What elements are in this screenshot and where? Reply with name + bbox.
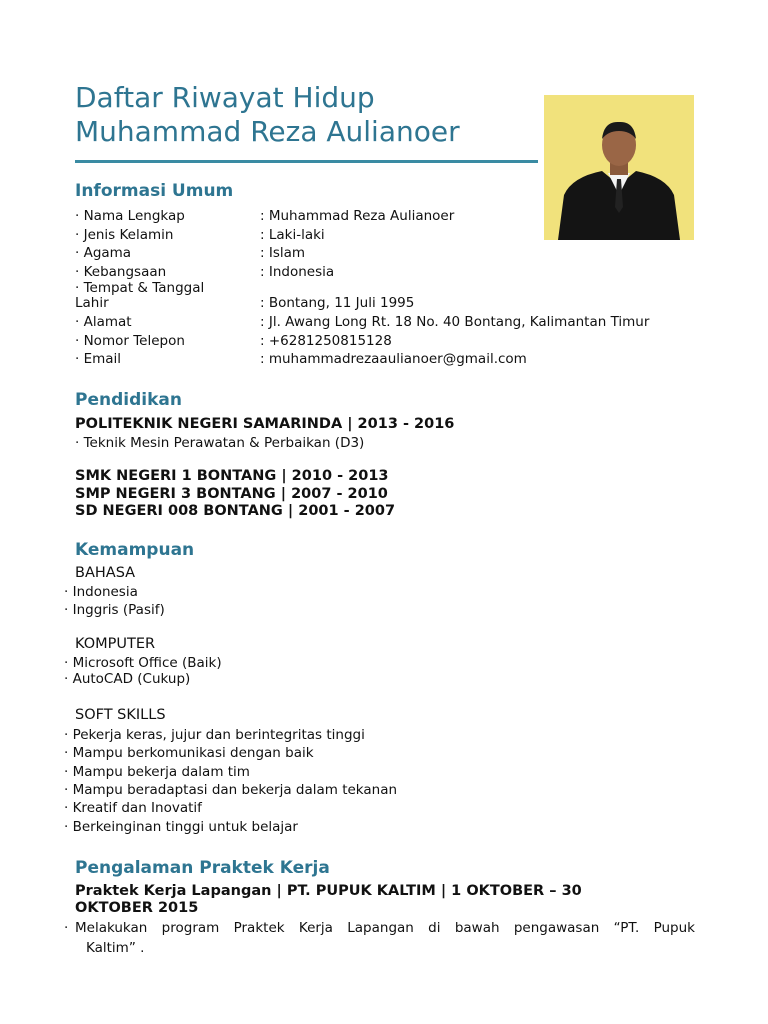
education-detail: · Teknik Mesin Perawatan & Perbaikan (D3) (75, 435, 365, 451)
info-value: : Indonesia (260, 264, 335, 280)
info-value: : Islam (260, 245, 306, 261)
experience-description: Melakukan program Praktek Kerja Lapangan di bawah pengawasan “PT. Pupuk (75, 920, 695, 936)
info-value: : +6281250815128 (260, 333, 392, 349)
education-entry: SMK NEGERI 1 BONTANG | 2010 - 2013 (75, 468, 389, 484)
cv-title: Daftar Riwayat Hidup (75, 81, 375, 114)
list-item: · Inggris (Pasif) (64, 602, 165, 618)
info-label: · Nomor Telepon (75, 333, 185, 349)
info-label: · Email (75, 351, 122, 367)
info-value: : muhammadrezaaulianoer@gmail.com (260, 351, 527, 367)
info-label: · Alamat (75, 314, 132, 330)
info-value: : Jl. Awang Long Rt. 18 No. 40 Bontang, Kalimantan Timur (260, 314, 650, 330)
education-entry: SD NEGERI 008 BONTANG | 2001 - 2007 (75, 503, 396, 519)
list-item: · Mampu beradaptasi dan bekerja dalam tekanan (64, 782, 398, 798)
info-value: : Bontang, 11 Juli 1995 (260, 295, 415, 311)
profile-photo (544, 95, 694, 240)
list-item: · Berkeinginan tinggi untuk belajar (64, 819, 298, 835)
info-label: · Nama Lengkap (75, 208, 185, 224)
header-divider (75, 160, 538, 163)
info-label: · Jenis Kelamin (75, 227, 174, 243)
education-entry: SMP NEGERI 3 BONTANG | 2007 - 2010 (75, 486, 388, 502)
experience-description: Kaltim” . (86, 940, 145, 956)
info-label: · Tempat & Tanggal (75, 280, 205, 296)
skill-group-title: KOMPUTER (75, 636, 156, 652)
info-label: Lahir (75, 295, 109, 311)
experience-title: Praktek Kerja Lapangan | PT. PUPUK KALTIM | 1 OKTOBER – 30 (75, 883, 582, 899)
section-heading-experience: Pengalaman Praktek Kerja (75, 858, 330, 878)
info-value: : Muhammad Reza Aulianoer (260, 208, 455, 224)
section-heading-skills: Kemampuan (75, 540, 195, 560)
section-heading-education: Pendidikan (75, 390, 182, 410)
list-item: · AutoCAD (Cukup) (64, 671, 191, 687)
list-item: · Mampu berkomunikasi dengan baik (64, 745, 314, 761)
list-item: · Indonesia (64, 584, 138, 600)
list-item: · Pekerja keras, jujur dan berintegritas tinggi (64, 727, 365, 743)
cv-name: Muhammad Reza Aulianoer (75, 115, 460, 148)
education-entry: POLITEKNIK NEGERI SAMARINDA | 2013 - 2016 (75, 416, 455, 432)
info-value: : Laki-laki (260, 227, 325, 243)
info-label: · Kebangsaan (75, 264, 167, 280)
experience-title: OKTOBER 2015 (75, 900, 199, 916)
info-label: · Agama (75, 245, 132, 261)
list-item: · Microsoft Office (Baik) (64, 655, 222, 671)
skill-group-title: BAHASA (75, 565, 136, 581)
list-item: · Kreatif dan Inovatif (64, 800, 202, 816)
list-item: · Mampu bekerja dalam tim (64, 764, 250, 780)
bullet-icon: · (64, 920, 69, 936)
skill-group-title: SOFT SKILLS (75, 707, 166, 723)
section-heading-info: Informasi Umum (75, 181, 234, 201)
